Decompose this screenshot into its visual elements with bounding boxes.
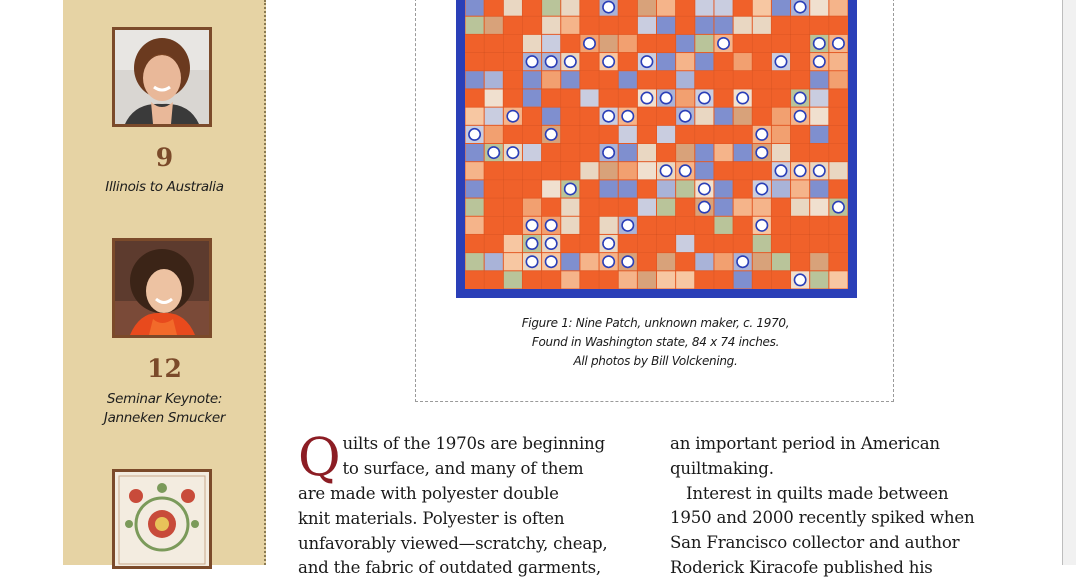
text-line: 1950 and 2000 recently spiked when [670,508,975,528]
text-line: Interest in quilts made between [686,483,949,503]
caption-line: Janneken Smucker [103,410,226,426]
window-gutter [1063,0,1076,565]
text-line: quiltmaking. [670,458,774,478]
portrait-image [115,30,209,124]
caption-line: Seminar Keynote: [106,391,223,407]
story-caption-2[interactable] [63,390,266,428]
article-column-2 [670,432,1010,581]
caption-line: Illinois to Australia [105,179,224,195]
text-line: an important period in American [670,434,940,453]
caption-line: Found in Washington state, 84 x 74 inches. [531,335,780,349]
story-caption-1[interactable] [63,178,266,197]
author-photo-2[interactable] [112,238,212,338]
caption-line: Figure 1: Nine Patch, unknown maker, c. 1970, [521,316,790,330]
page-number-1[interactable]: 9 [155,143,174,172]
sidebar-contents [63,0,266,565]
applique-quilt-image [115,472,209,568]
drop-cap: Q [298,428,341,488]
figure-caption [416,314,895,371]
text-line: and the fabric of outdated garments, [298,558,601,578]
quilt-thumbnail[interactable] [112,469,212,569]
nine-patch-quilt-image[interactable] [456,0,857,298]
text-line: knit materials. Polyester is often [298,508,565,528]
portrait-image [115,241,209,335]
text-line: uilts of the 1970s are beginning [342,434,605,453]
author-photo-1[interactable] [112,27,212,127]
text-line: San Francisco collector and author [670,533,960,553]
page-number-2[interactable]: 12 [147,354,182,383]
caption-line: All photos by Bill Volckening. [573,354,738,368]
text-line: Roderick Kiracofe published his [670,557,933,577]
figure-box [415,0,894,402]
article-column-1 [298,428,643,581]
text-line: unfavorably viewed—scratchy, cheap, [298,533,608,553]
text-line: are made with polyester double [298,484,559,503]
text-line: to surface, and many of them [342,458,584,478]
